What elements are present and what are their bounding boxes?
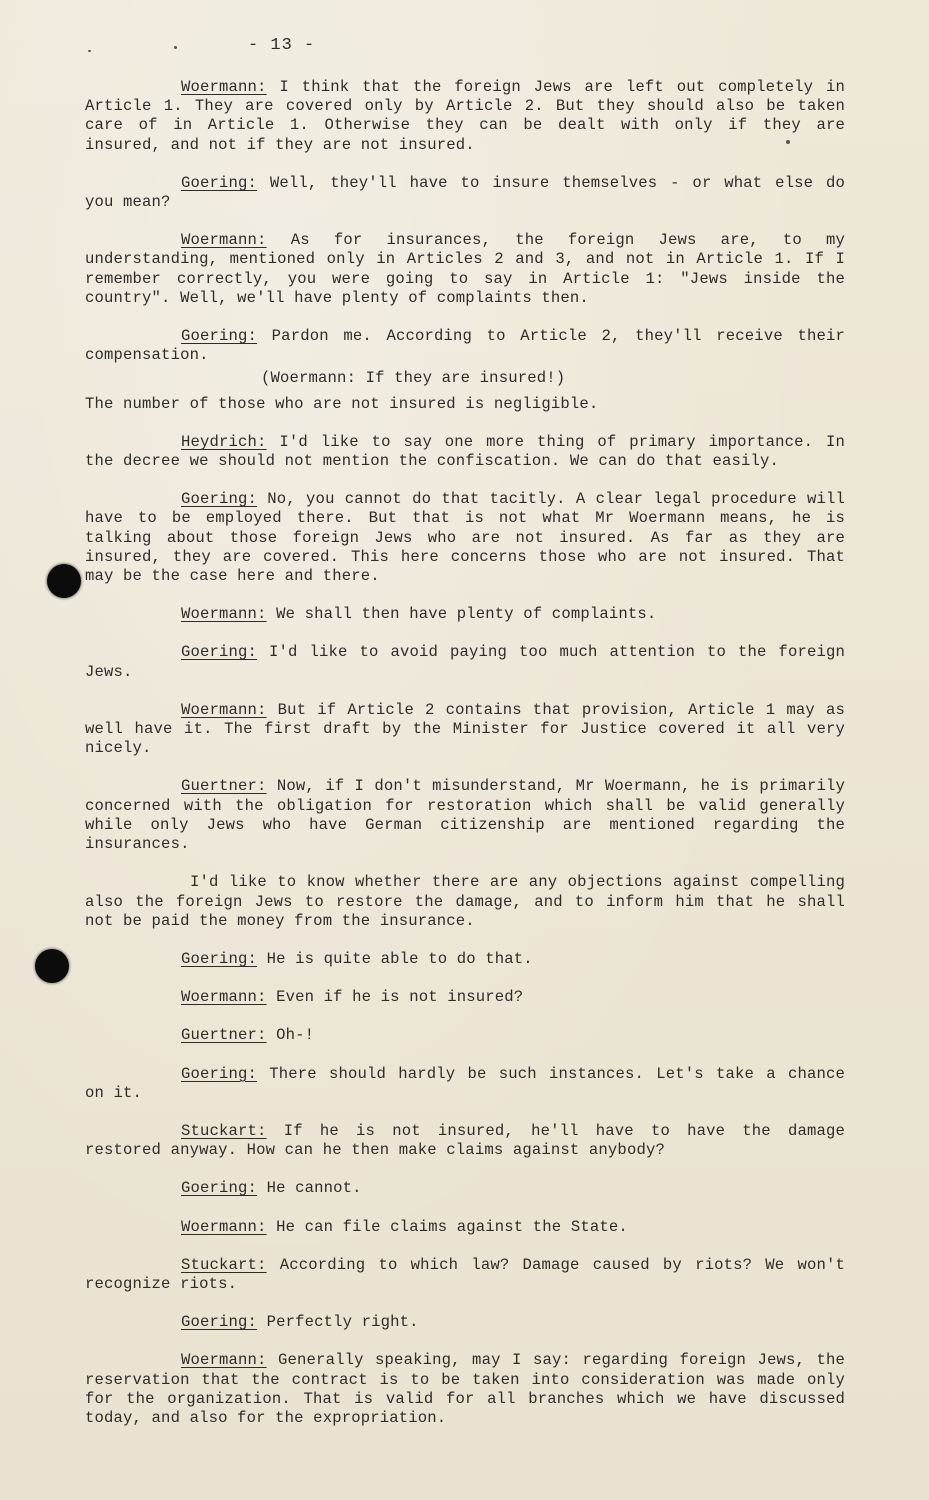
interjection [85, 369, 845, 388]
transcript-paragraph [85, 1179, 845, 1198]
punch-hole-upper [47, 564, 81, 598]
statement-text: Even if he is not insured? [266, 988, 524, 1007]
speaker-name: Stuckart: [181, 1121, 267, 1140]
speaker-name: Goering: [181, 173, 258, 192]
speaker-name: Guertner: [181, 1026, 267, 1045]
transcript-paragraph [85, 174, 845, 212]
speaker-name: Goering: [181, 1179, 258, 1198]
speaker-name: Woermann: [181, 700, 267, 719]
speaker-name: Goering: [181, 490, 258, 509]
ink-speck [88, 50, 91, 52]
statement-text: But if Article 2 contains that provision, Article 1 may as well have it. The first draft by the Minister for Justice covered it all very nicely. [85, 700, 845, 758]
speaker-name: Woermann: [181, 605, 267, 624]
statement-text: As for insurances, the foreign Jews are, to my understanding, mentioned only in Articles 2 and 3, and not in Article 1. If I remember correctly, you were going to say in Article 1: "Jews inside the country". Well, we'll have plenty of complaints then. [85, 231, 845, 307]
statement-text: Well, they'll have to insure themselves - or what else do you mean? [85, 173, 845, 212]
interjection-text: (Woermann: If they are insured!) [261, 369, 566, 388]
statement-text: We shall then have plenty of complaints. [266, 605, 657, 624]
transcript-paragraph [85, 1065, 845, 1103]
statement-text: I think that the foreign Jews are left out completely in Article 1. They are covered only by Article 2. But they should also be taken care of in Article 1. Otherwise they can be dealt with only if they are insured, and not if they are not insured. [85, 78, 845, 154]
transcript-body [85, 78, 845, 1447]
statement-text: He is quite able to do that. [257, 949, 533, 968]
statement-text: If he is not insured, he'll have to have the damage restored anyway. How can he then make claims against anybody? [85, 1121, 845, 1160]
speaker-name: Woermann: [181, 1351, 267, 1370]
transcript-paragraph [85, 78, 845, 155]
statement-text: Oh-! [266, 1026, 315, 1045]
transcript-paragraph [85, 327, 845, 365]
transcript-paragraph [85, 777, 845, 854]
statement-text: He cannot. [257, 1179, 362, 1198]
speaker-name: Goering: [181, 327, 258, 346]
transcript-paragraph [85, 1122, 845, 1160]
statement-text: There should hardly be such instances. Let's take a chance on it. [85, 1064, 845, 1102]
transcript-paragraph [85, 1313, 845, 1332]
ink-speck [174, 46, 177, 49]
statement-text: Now, if I don't misunderstand, Mr Woermann, he is primarily concerned with the obligation for restoration which shall be valid generally while only Jews who have German citizenship are mentioned regarding the insurances. [85, 777, 845, 854]
transcript-paragraph [85, 950, 845, 969]
transcript-paragraph [85, 701, 845, 759]
transcript-paragraph [85, 988, 845, 1007]
statement-text: I'd like to say one more thing of primary importance. In the decree we should not mention the confiscation. We can do that easily. [85, 432, 845, 471]
speaker-name: Stuckart: [181, 1255, 267, 1274]
transcript-paragraph [85, 605, 845, 624]
speaker-name: Woermann: [181, 988, 267, 1007]
transcript-paragraph [85, 1351, 845, 1428]
speaker-name: Goering: [181, 643, 258, 662]
punch-hole-lower [35, 949, 69, 983]
speaker-name: Woermann: [181, 1217, 267, 1236]
transcript-paragraph [85, 395, 845, 414]
transcript-paragraph [85, 433, 845, 471]
statement-text: The number of those who are not insured is negligible. [85, 394, 599, 413]
speaker-name: Guertner: [181, 777, 267, 796]
statement-text: Generally speaking, may I say: regarding foreign Jews, the reservation that the contract is to be taken into consideration was made only for the organization. That is valid for all branches which we have discussed today, and also for the expropriation. [85, 1351, 845, 1427]
speaker-name: Heydrich: [181, 432, 267, 451]
statement-text: According to which law? Damage caused by riots? We won't recognize riots. [85, 1255, 845, 1293]
transcript-paragraph [85, 1026, 845, 1045]
speaker-name: Goering: [181, 949, 258, 968]
transcript-paragraph [85, 873, 845, 931]
statement-text: Perfectly right. [257, 1313, 419, 1332]
statement-text: I'd like to know whether there are any objections against compelling also the foreign Jews to restore the damage, and to inform him that he shall not be paid the money from the insurance. [85, 873, 845, 930]
transcript-paragraph [85, 1218, 845, 1237]
statement-text: I'd like to avoid paying too much attention to the foreign Jews. [85, 643, 845, 681]
statement-text: No, you cannot do that tacitly. A clear legal procedure will have to be employed there. But that is not what Mr Woermann means, he is talking about those foreign Jews who are not insured. As far as they are insured, they are covered. This here concerns those who are not insured. That may be the case here and there. [85, 490, 845, 586]
speaker-name: Goering: [181, 1313, 258, 1332]
transcript-paragraph [85, 643, 845, 681]
transcript-paragraph [85, 1256, 845, 1294]
speaker-name: Woermann: [181, 231, 267, 250]
page-number: - 13 - [248, 36, 316, 55]
speaker-name: Goering: [181, 1064, 258, 1083]
transcript-paragraph [85, 490, 845, 586]
statement-text: Pardon me. According to Article 2, they'll receive their compensation. [85, 327, 845, 365]
statement-text: He can file claims against the State. [266, 1217, 628, 1236]
transcript-paragraph [85, 231, 845, 308]
speaker-name: Woermann: [181, 78, 267, 96]
